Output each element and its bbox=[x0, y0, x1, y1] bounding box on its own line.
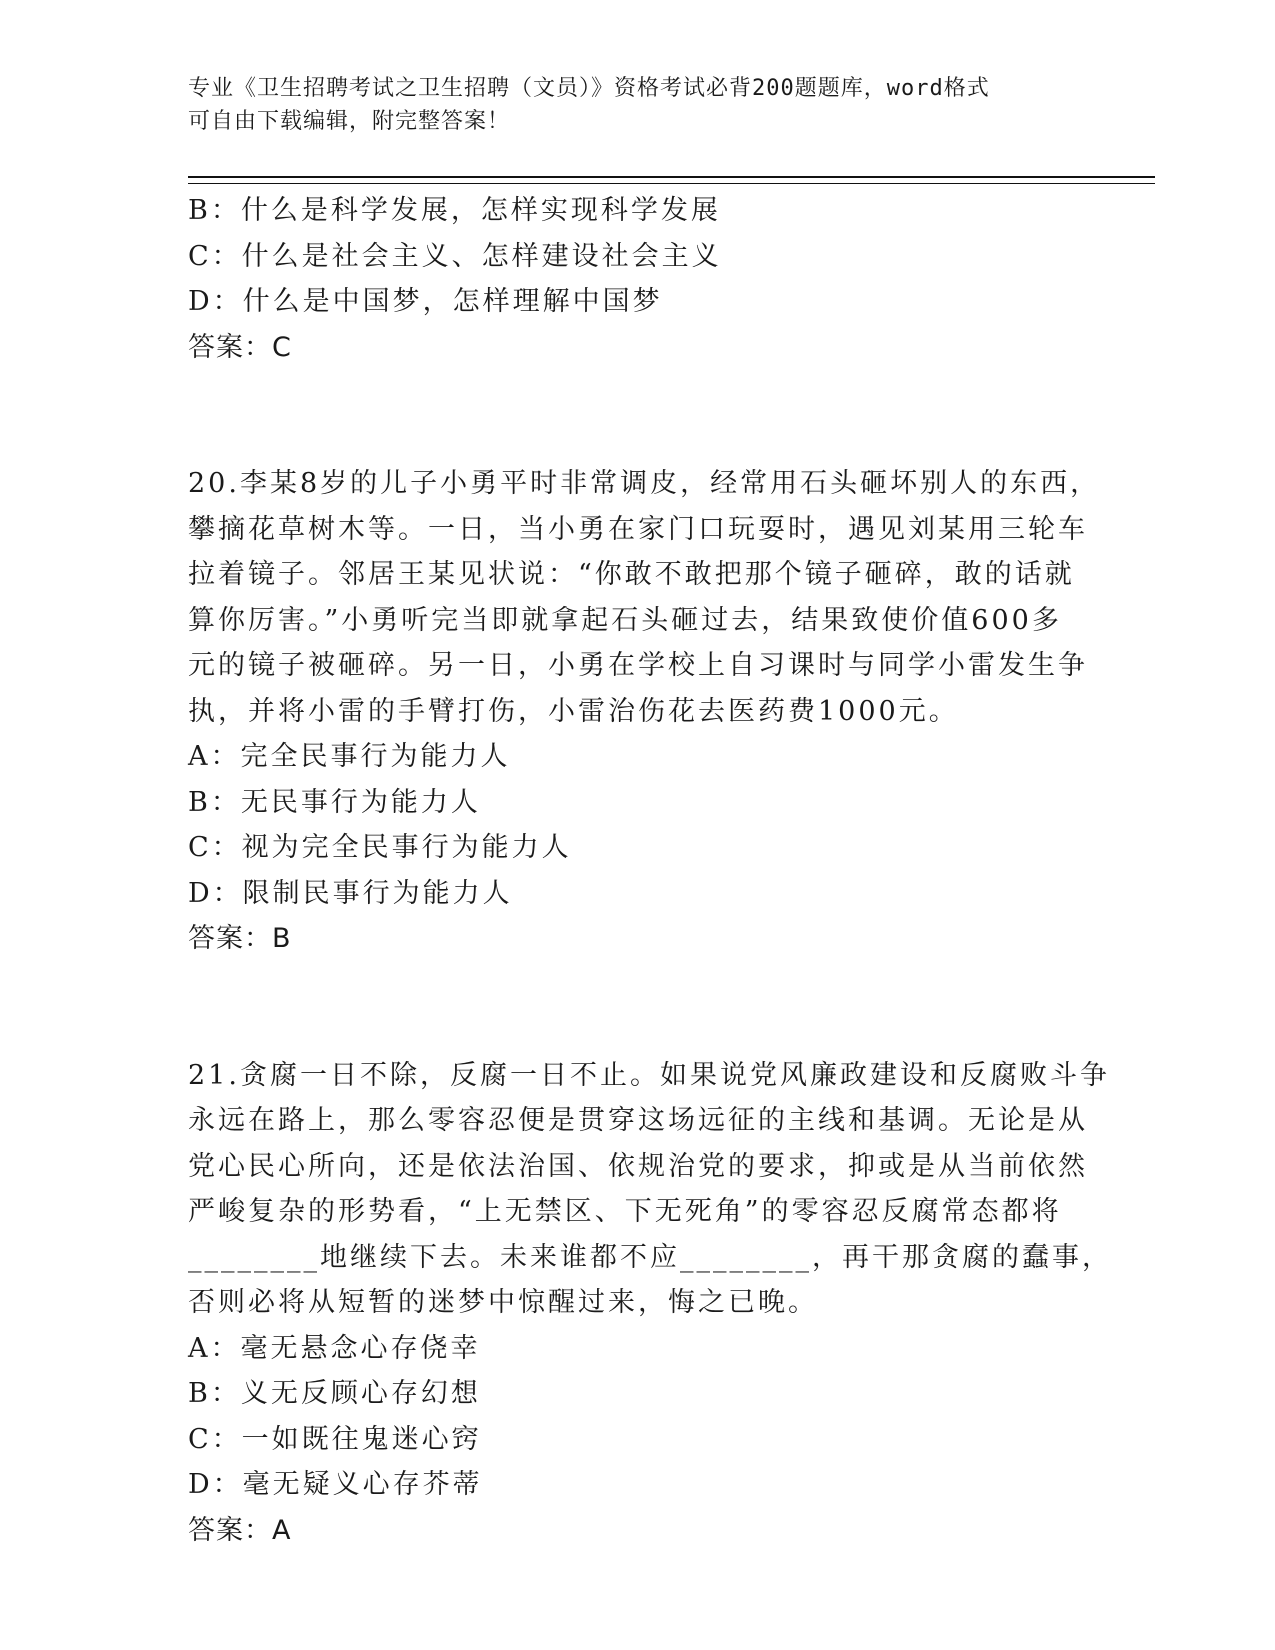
option-a: A：完全民事行为能力人 bbox=[188, 741, 511, 772]
option-b: B：义无反顾心存幻想 bbox=[188, 1378, 481, 1409]
question-stem-line: 党心民心所向，还是依法治国、依规治党的要求，抑或是从当前依然 bbox=[188, 1150, 1088, 1182]
question-stem-line: 20.李某8岁的儿子小勇平时非常调皮，经常用石头砸坏别人的东西， bbox=[188, 468, 1101, 499]
header-divider-thin bbox=[188, 183, 1155, 184]
answer-line: 答案：C bbox=[188, 331, 292, 363]
answer-line: 答案：A bbox=[188, 1514, 292, 1546]
question-20-block bbox=[188, 461, 1101, 962]
option-c: C：一如既往鬼迷心窍 bbox=[188, 1423, 482, 1455]
option-c: C：视为完全民事行为能力人 bbox=[188, 832, 572, 863]
question-stem-line: 攀摘花草树木等。一日，当小勇在家门口玩耍时，遇见刘某用三轮车 bbox=[188, 513, 1088, 545]
question-gap bbox=[188, 370, 1088, 461]
question-gap bbox=[188, 962, 1088, 1053]
question-stem-line: 21.贪腐一日不除，反腐一日不止。如果说党风廉政建设和反腐败斗争 bbox=[188, 1059, 1110, 1091]
question-stem-line: 严峻复杂的形势看，“上无禁区、下无死角”的零容忍反腐常态都将 bbox=[188, 1196, 1062, 1227]
document-header bbox=[188, 72, 1068, 138]
header-line-2: 可自由下载编辑，附完整答案！ bbox=[188, 109, 511, 134]
question-stem-line: 否则必将从短暂的迷梦中惊醒过来，悔之已晚。 bbox=[188, 1287, 818, 1318]
option-b: B：无民事行为能力人 bbox=[188, 786, 481, 818]
answer-line: 答案：B bbox=[188, 923, 292, 954]
option-a: A：毫无悬念心存侥幸 bbox=[188, 1332, 481, 1364]
header-divider-thick bbox=[188, 176, 1155, 178]
question-stem-line: 拉着镜子。邻居王某见状说：“你敢不敢把那个镜子砸碎，敢的话就 bbox=[188, 559, 1075, 590]
question-21-block bbox=[188, 1053, 1112, 1554]
option-c: C：什么是社会主义、怎样建设社会主义 bbox=[188, 240, 722, 272]
question-stem-line: 永远在路上，那么零容忍便是贯穿这场远征的主线和基调。无论是从 bbox=[188, 1105, 1088, 1136]
option-d: D：毫无疑义心存芥蒂 bbox=[188, 1469, 483, 1500]
question-stem-line: ________地继续下去。未来谁都不应________，再干那贪腐的蠢事， bbox=[188, 1241, 1112, 1273]
option-b: B：什么是科学发展，怎样实现科学发展 bbox=[188, 195, 721, 226]
question-stem-line: 算你厉害。”小勇听完当即就拿起石头砸过去，结果致使价值600多 bbox=[188, 604, 1062, 636]
partial-question-block bbox=[188, 188, 1088, 370]
question-stem-line: 执，并将小雷的手臂打伤，小雷治伤花去医药费1000元。 bbox=[188, 695, 959, 727]
question-content bbox=[188, 188, 1112, 1553]
question-stem-line: 元的镜子被砸碎。另一日，小勇在学校上自习课时与同学小雷发生争 bbox=[188, 650, 1088, 681]
option-d: D：什么是中国梦，怎样理解中国梦 bbox=[188, 286, 663, 317]
header-line-1: 专业《卫生招聘考试之卫生招聘（文员）》资格考试必背200题题库，word格式 bbox=[188, 76, 990, 101]
option-d: D：限制民事行为能力人 bbox=[188, 877, 513, 909]
